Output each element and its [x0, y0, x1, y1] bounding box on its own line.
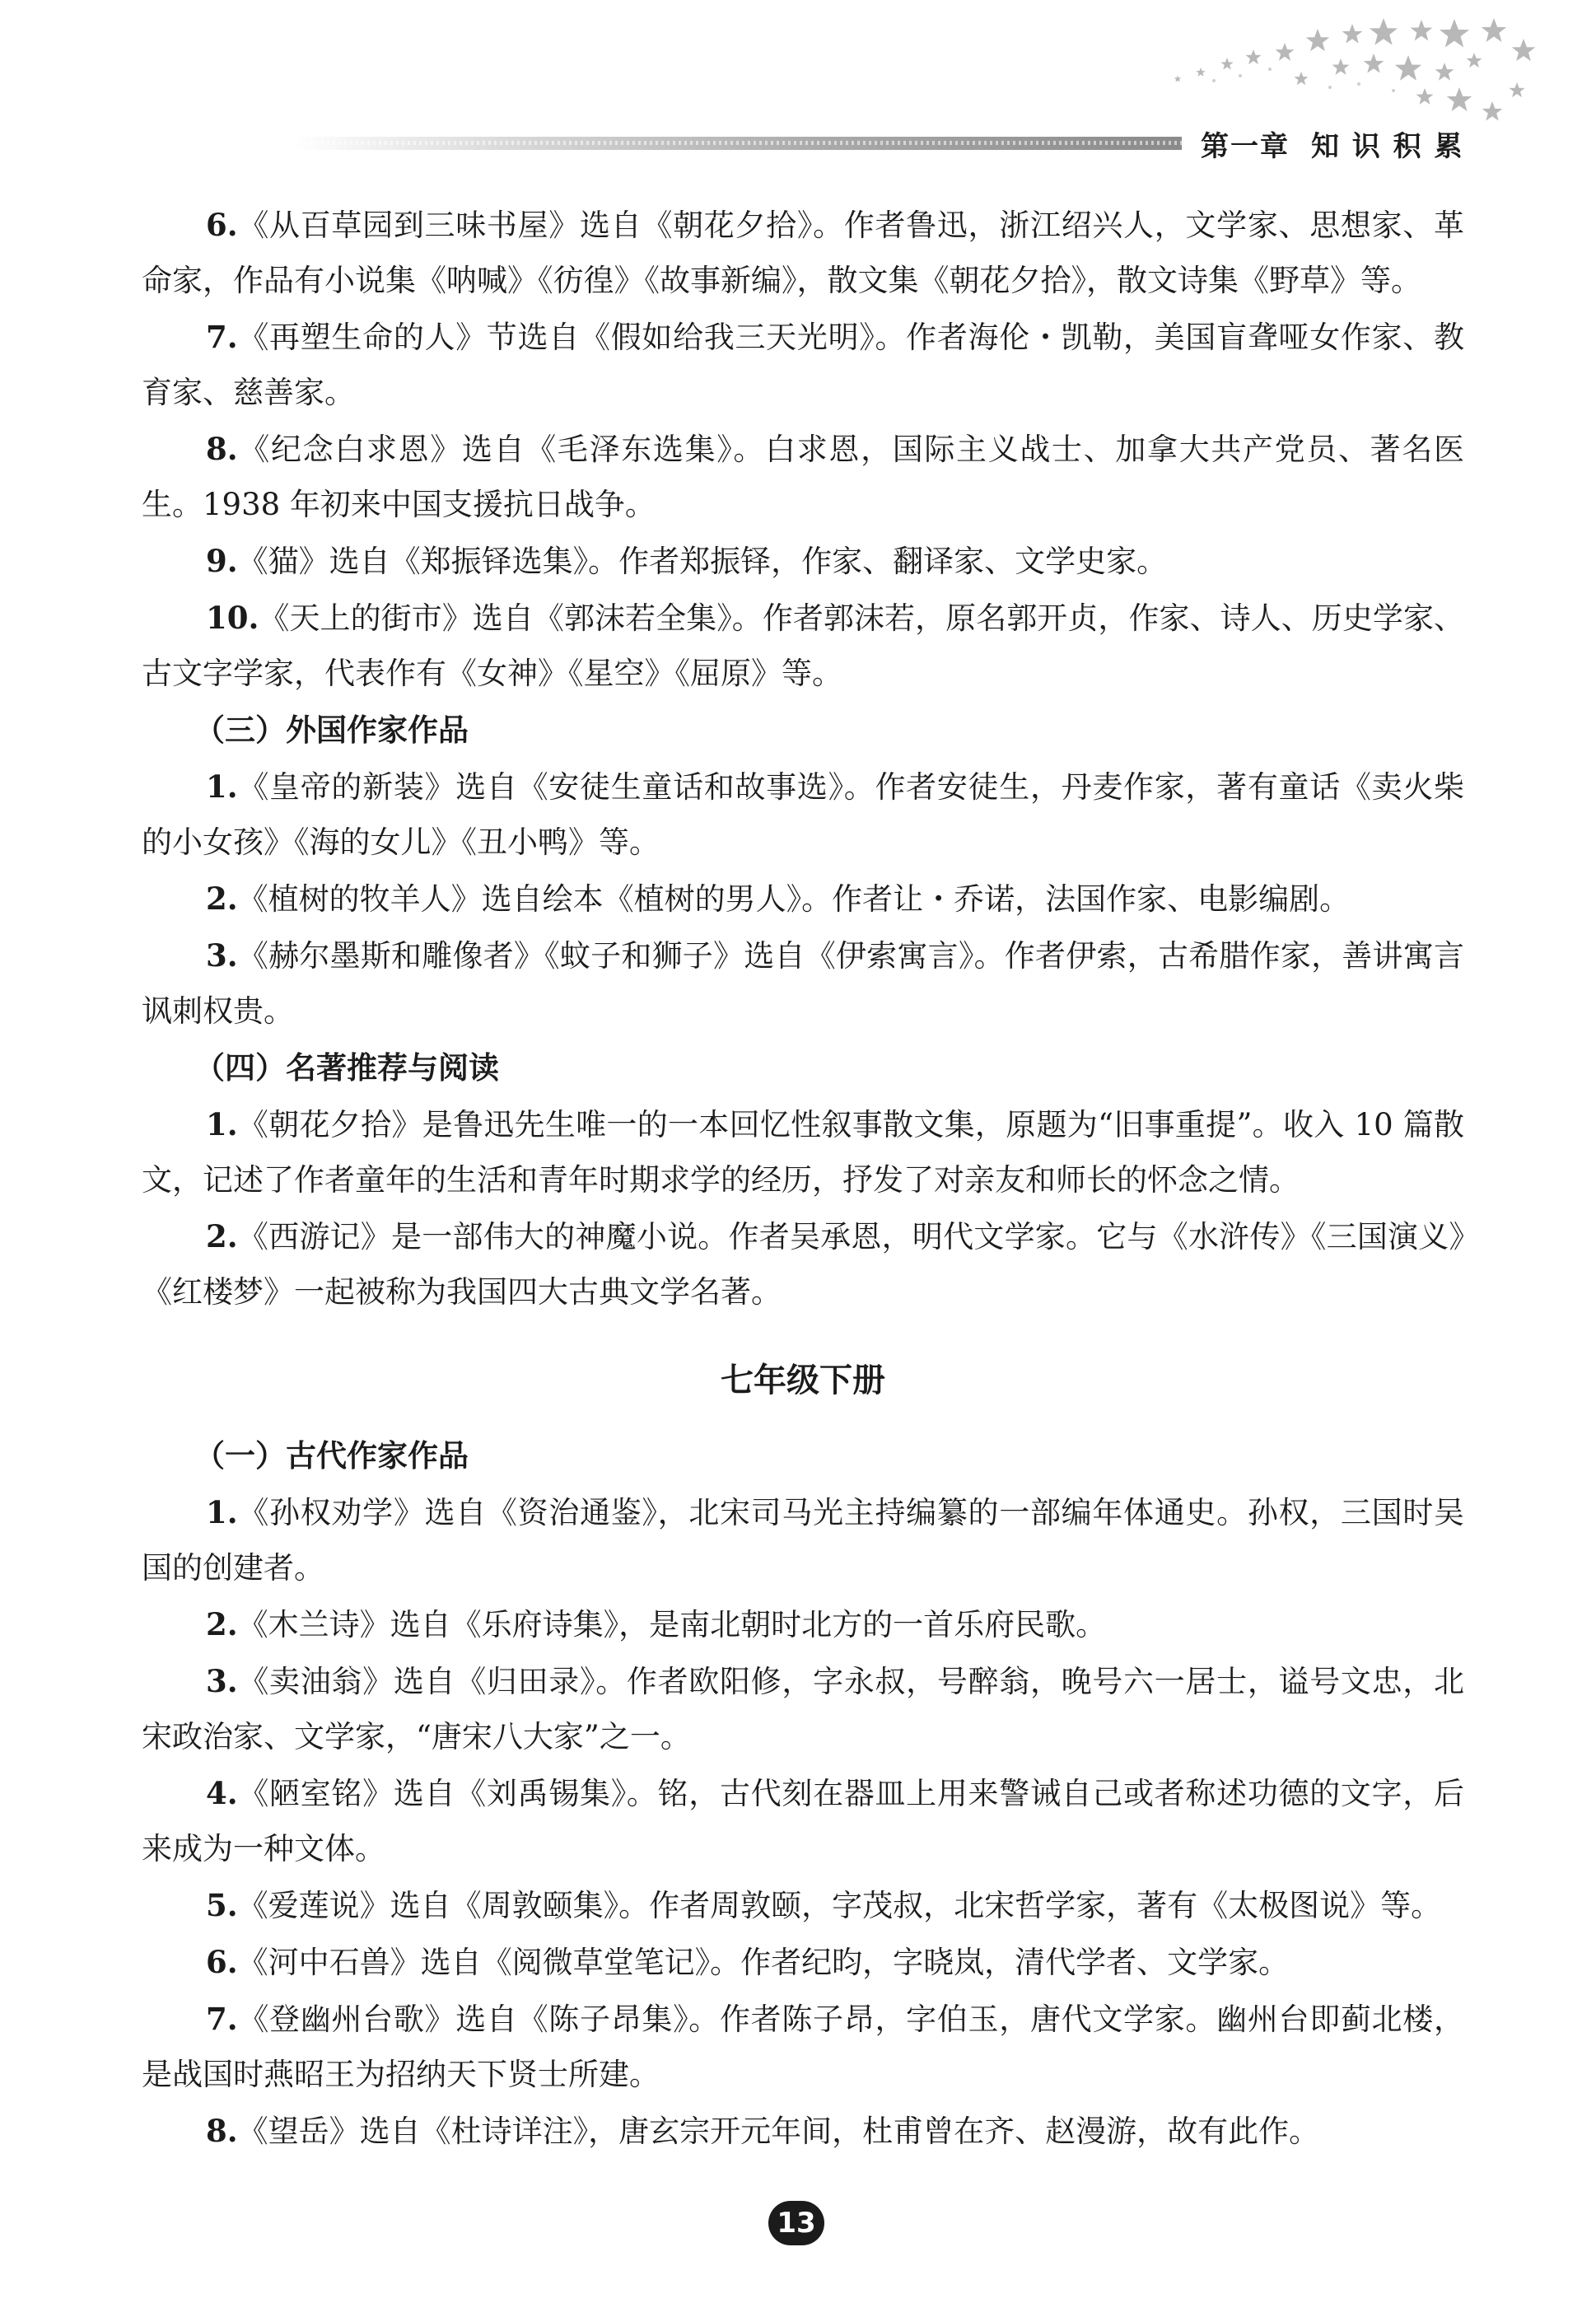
- item-number: 5.: [206, 1887, 238, 1923]
- item-text: 《赫尔墨斯和雕像者》《蚊子和狮子》选自《伊索寓言》。作者伊索，古希腊作家，善讲寓言讽刺权贵。: [142, 938, 1464, 1029]
- item-number: 1.: [206, 768, 238, 805]
- item-text: 《登幽州台歌》选自《陈子昂集》。作者陈子昂，字伯玉，唐代文学家。幽州台即蓟北楼，是战国时燕昭王为招纳天下贤士所建。: [142, 2002, 1464, 2092]
- item-number: 7.: [206, 2001, 238, 2037]
- page-number-badge: 13: [768, 2201, 824, 2245]
- item-text: 《西游记》是一部伟大的神魔小说。作者吴承恩，明代文学家。它与《水浒传》《三国演义》《红楼梦》一起被称为我国四大古典文学名著。: [142, 1219, 1464, 1310]
- item-number: 2.: [206, 881, 238, 917]
- list-item: [142, 1209, 1464, 1320]
- item-text: 《再塑生命的人》节选自《假如给我三天光明》。作者海伦・凯勒，美国盲聋哑女作家、教育家、慈善家。: [142, 320, 1464, 410]
- list-item: [142, 534, 1464, 589]
- item-text: 《从百草园到三味书屋》选自《朝花夕拾》。作者鲁迅，浙江绍兴人，文学家、思想家、革命家，作品有小说集《呐喊》《彷徨》《故事新编》，散文集《朝花夕拾》，散文诗集《野草》等。: [142, 208, 1464, 298]
- item-number: 2.: [206, 1218, 238, 1254]
- section-heading-classics: （四）名著推荐与阅读: [194, 1050, 499, 1086]
- item-number: 4.: [206, 1775, 238, 1811]
- item-text: 《望岳》选自《杜诗详注》，唐玄宗开元年间，杜甫曾在齐、赵漫游，故有此作。: [237, 2114, 1320, 2149]
- list-item: [142, 422, 1464, 532]
- item-text: 《皇帝的新装》选自《安徒生童话和故事选》。作者安徒生，丹麦作家，著有童话《卖火柴的小女孩》《海的女儿》《丑小鸭》等。: [142, 769, 1464, 860]
- list-item: [142, 1097, 1464, 1208]
- list-item: [142, 1935, 1464, 1990]
- header-rule: [292, 137, 1182, 150]
- list-item: [142, 2104, 1464, 2159]
- item-number: 9.: [206, 543, 238, 579]
- list-item: [142, 310, 1464, 420]
- item-text: 《猫》选自《郑振铎选集》。作者郑振铎，作家、翻译家、文学史家。: [237, 544, 1168, 579]
- item-text: 《孙权劝学》选自《资治通鉴》，北宋司马光主持编纂的一部编年体通史。孙权，三国时吴国的创建者。: [142, 1495, 1464, 1586]
- list-item: [142, 1992, 1464, 2102]
- item-number: 1.: [206, 1494, 238, 1530]
- chapter-title: [1201, 124, 1464, 164]
- item-number: 6.: [206, 207, 238, 243]
- item-number: 8.: [206, 2113, 238, 2149]
- chapter-number: 第一章: [1201, 130, 1290, 163]
- item-number: 2.: [206, 1606, 238, 1642]
- section-heading-foreign-authors: （三）外国作家作品: [194, 712, 469, 748]
- list-item: [142, 1485, 1464, 1595]
- item-text: 《陋室铭》选自《刘禹锡集》。铭，古代刻在器皿上用来警诫自己或者称述功德的文字，后来成为一种文体。: [142, 1776, 1464, 1866]
- page-body: [142, 198, 1464, 2161]
- item-number: 1.: [206, 1106, 238, 1142]
- item-text: 《天上的街市》选自《郭沫若全集》。作者郭沫若，原名郭开贞，作家、诗人、历史学家、古文字学家，代表作有《女神》《星空》《屈原》等。: [142, 600, 1464, 691]
- item-text: 《木兰诗》选自《乐府诗集》，是南北朝时北方的一首乐府民歌。: [237, 1607, 1107, 1642]
- star-decoration-icon: [1161, 15, 1548, 138]
- list-item: [142, 759, 1464, 870]
- item-text: 《朝花夕拾》是鲁迅先生唯一的一本回忆性叙事散文集，原题为“旧事重提”。收入 10 篇散文，记述了作者童年的生活和青年时期求学的经历，抒发了对亲友和师长的怀念之情。: [142, 1107, 1464, 1198]
- item-number: 10.: [206, 600, 259, 636]
- list-item: [142, 1597, 1464, 1652]
- item-text: 《纪念白求恩》选自《毛泽东选集》。白求恩，国际主义战士、加拿大共产党员、著名医生。1938 年初来中国支援抗日战争。: [142, 432, 1464, 522]
- item-text: 《爱莲说》选自《周敦颐集》。作者周敦颐，字茂叔，北宋哲学家，著有《太极图说》等。: [237, 1888, 1442, 1923]
- section-heading-ancient-authors: （一）古代作家作品: [194, 1438, 469, 1474]
- item-number: 8.: [206, 431, 238, 467]
- item-number: 3.: [206, 1663, 238, 1699]
- list-item: [142, 871, 1464, 927]
- item-text: 《卖油翁》选自《归田录》。作者欧阳修，字永叔，号醉翁，晚号六一居士，谥号文忠，北宋政治家、文学家，“唐宋八大家”之一。: [142, 1664, 1464, 1754]
- item-text: 《植树的牧羊人》选自绘本《植树的男人》。作者让・乔诺，法国作家、电影编剧。: [237, 881, 1351, 917]
- list-item: [142, 1766, 1464, 1876]
- item-text: 《河中石兽》选自《阅微草堂笔记》。作者纪昀，字晓岚，清代学者、文学家。: [237, 1945, 1290, 1980]
- item-number: 6.: [206, 1944, 238, 1980]
- list-item: [142, 591, 1464, 701]
- list-item: [142, 198, 1464, 308]
- item-number: 3.: [206, 937, 238, 974]
- grade-title: 七年级下册: [721, 1362, 885, 1399]
- list-item: [142, 1654, 1464, 1764]
- chapter-section: 知 识 积 累: [1311, 130, 1464, 163]
- item-number: 7.: [206, 319, 238, 355]
- list-item: [142, 1878, 1464, 1933]
- list-item: [142, 928, 1464, 1039]
